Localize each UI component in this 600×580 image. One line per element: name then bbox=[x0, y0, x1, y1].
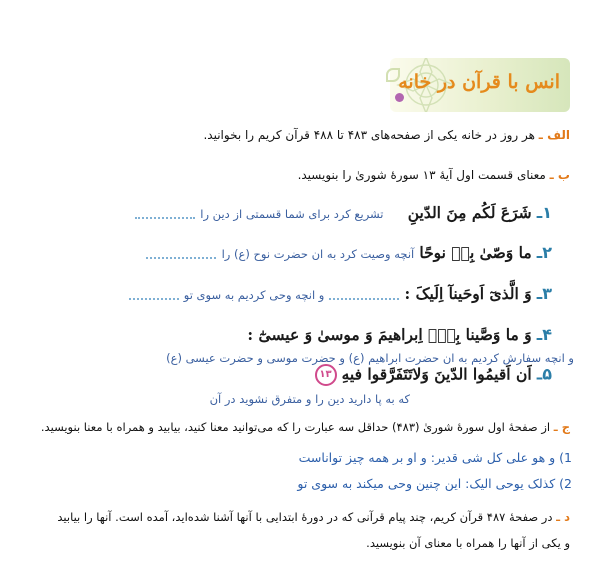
verse-row bbox=[0, 203, 552, 222]
decorative-dot-icon bbox=[395, 93, 404, 102]
section-alef-text: هر روز در خانه یکی از صفحه‌های ۴۸۳ تا ۴۸۸ قرآن کریم را بخوانید. bbox=[203, 128, 535, 142]
jim-answer-row bbox=[0, 476, 572, 491]
header-banner bbox=[390, 58, 570, 112]
verse-row bbox=[0, 364, 552, 386]
verse-answer: و انچه وحی کردیم به سوی تو bbox=[183, 288, 325, 302]
verse-arabic: اَن اَقیمُوا الدّینَ وَلاتَتَفَرَّقوا فیهِ bbox=[341, 364, 532, 384]
section-jim-text: از صفحهٔ اول سورهٔ شوریٰ (۴۸۳) حداقل سه عبارت را که می‌توانید معنا کنید، بیابید و همراه با معنا بنویسید. bbox=[40, 420, 551, 434]
answer-dotted-line bbox=[135, 209, 195, 219]
section-alef bbox=[0, 128, 570, 142]
section-alef-label: الف ـ bbox=[538, 128, 570, 142]
verse-row bbox=[0, 243, 552, 262]
jim-answer-row bbox=[0, 450, 572, 465]
section-dal-continued bbox=[0, 536, 570, 550]
decorative-leaf-icon bbox=[386, 68, 400, 82]
verse-answer: آنچه وصیت کرد به ان حضرت نوح (ع) را bbox=[221, 247, 415, 261]
verse-answer: که به پا دارید دین را و متفرق نشوید در آن bbox=[209, 392, 410, 406]
verse-answer: و انچه سفارش کردیم به ان حضرت ابراهیم (ع) و حضرت موسی و حضرت عیسی (ع) bbox=[166, 351, 574, 365]
section-dal-line2: و یکی از آنها را همراه با معنای آن بنویسید. bbox=[366, 536, 570, 550]
answer-dotted-line bbox=[146, 249, 216, 259]
section-be-label: ب ـ bbox=[549, 168, 570, 182]
section-be bbox=[0, 168, 570, 182]
answer-dotted-line bbox=[329, 290, 399, 300]
jim-answer-number: 2) bbox=[559, 476, 572, 491]
verse-row bbox=[0, 325, 552, 344]
verse-number: ۵ـ bbox=[536, 364, 552, 384]
section-jim bbox=[0, 420, 570, 434]
verse-number: ۴ـ bbox=[536, 325, 552, 344]
section-be-text: معنای قسمت اول آیهٔ ۱۳ سورهٔ شوریٰ را بنویسید. bbox=[297, 168, 546, 182]
page-title: انس با قرآن در خانه bbox=[398, 71, 560, 93]
verse-answer: تشریع کرد برای شما قسمتی از دین را bbox=[200, 207, 384, 221]
verse-arabic: وَ الَّذیٓ اَوحَینآ اِلَیکَ : bbox=[404, 284, 532, 303]
jim-answer-text: کذلک یوحی الیک: این چنین وحی میکند به سوی تو bbox=[297, 476, 556, 491]
verse-arabic: وَ ما وَصَّینا بِهٖٓ اِبراهیمَ وَ موسیٰ وَ عیسیٰٓ : bbox=[247, 325, 532, 344]
verse-row bbox=[0, 284, 552, 303]
verse-arabic: ما وَصّیٰ بِهٖ نوحًا bbox=[419, 243, 532, 262]
section-dal-line1: در صفحهٔ ۴۸۷ قرآن کریم، چند پیام قرآنی که در دورهٔ ابتدایی با آنها آشنا شده‌اید، آمده است. آنها را بیابید bbox=[57, 510, 553, 524]
jim-answer-number: 1) bbox=[559, 450, 572, 465]
ayah-number-badge: ۱۳ bbox=[315, 364, 337, 386]
section-jim-label: ج ـ bbox=[553, 420, 570, 434]
verse-number: ۱ـ bbox=[536, 203, 552, 222]
answer-dotted-line bbox=[129, 290, 179, 300]
verse-arabic: شَرَعَ لَکُم مِنَ الدّینِ bbox=[407, 203, 532, 222]
jim-answer-text: و هو علی کل شی قدیر: و او بر همه چیز تواناست bbox=[298, 450, 556, 465]
verse-number: ۳ـ bbox=[536, 284, 552, 303]
section-dal-label: د ـ bbox=[556, 510, 570, 524]
verse-answer-row bbox=[0, 388, 410, 407]
section-dal bbox=[0, 510, 570, 524]
verse-number: ۲ـ bbox=[536, 243, 552, 262]
